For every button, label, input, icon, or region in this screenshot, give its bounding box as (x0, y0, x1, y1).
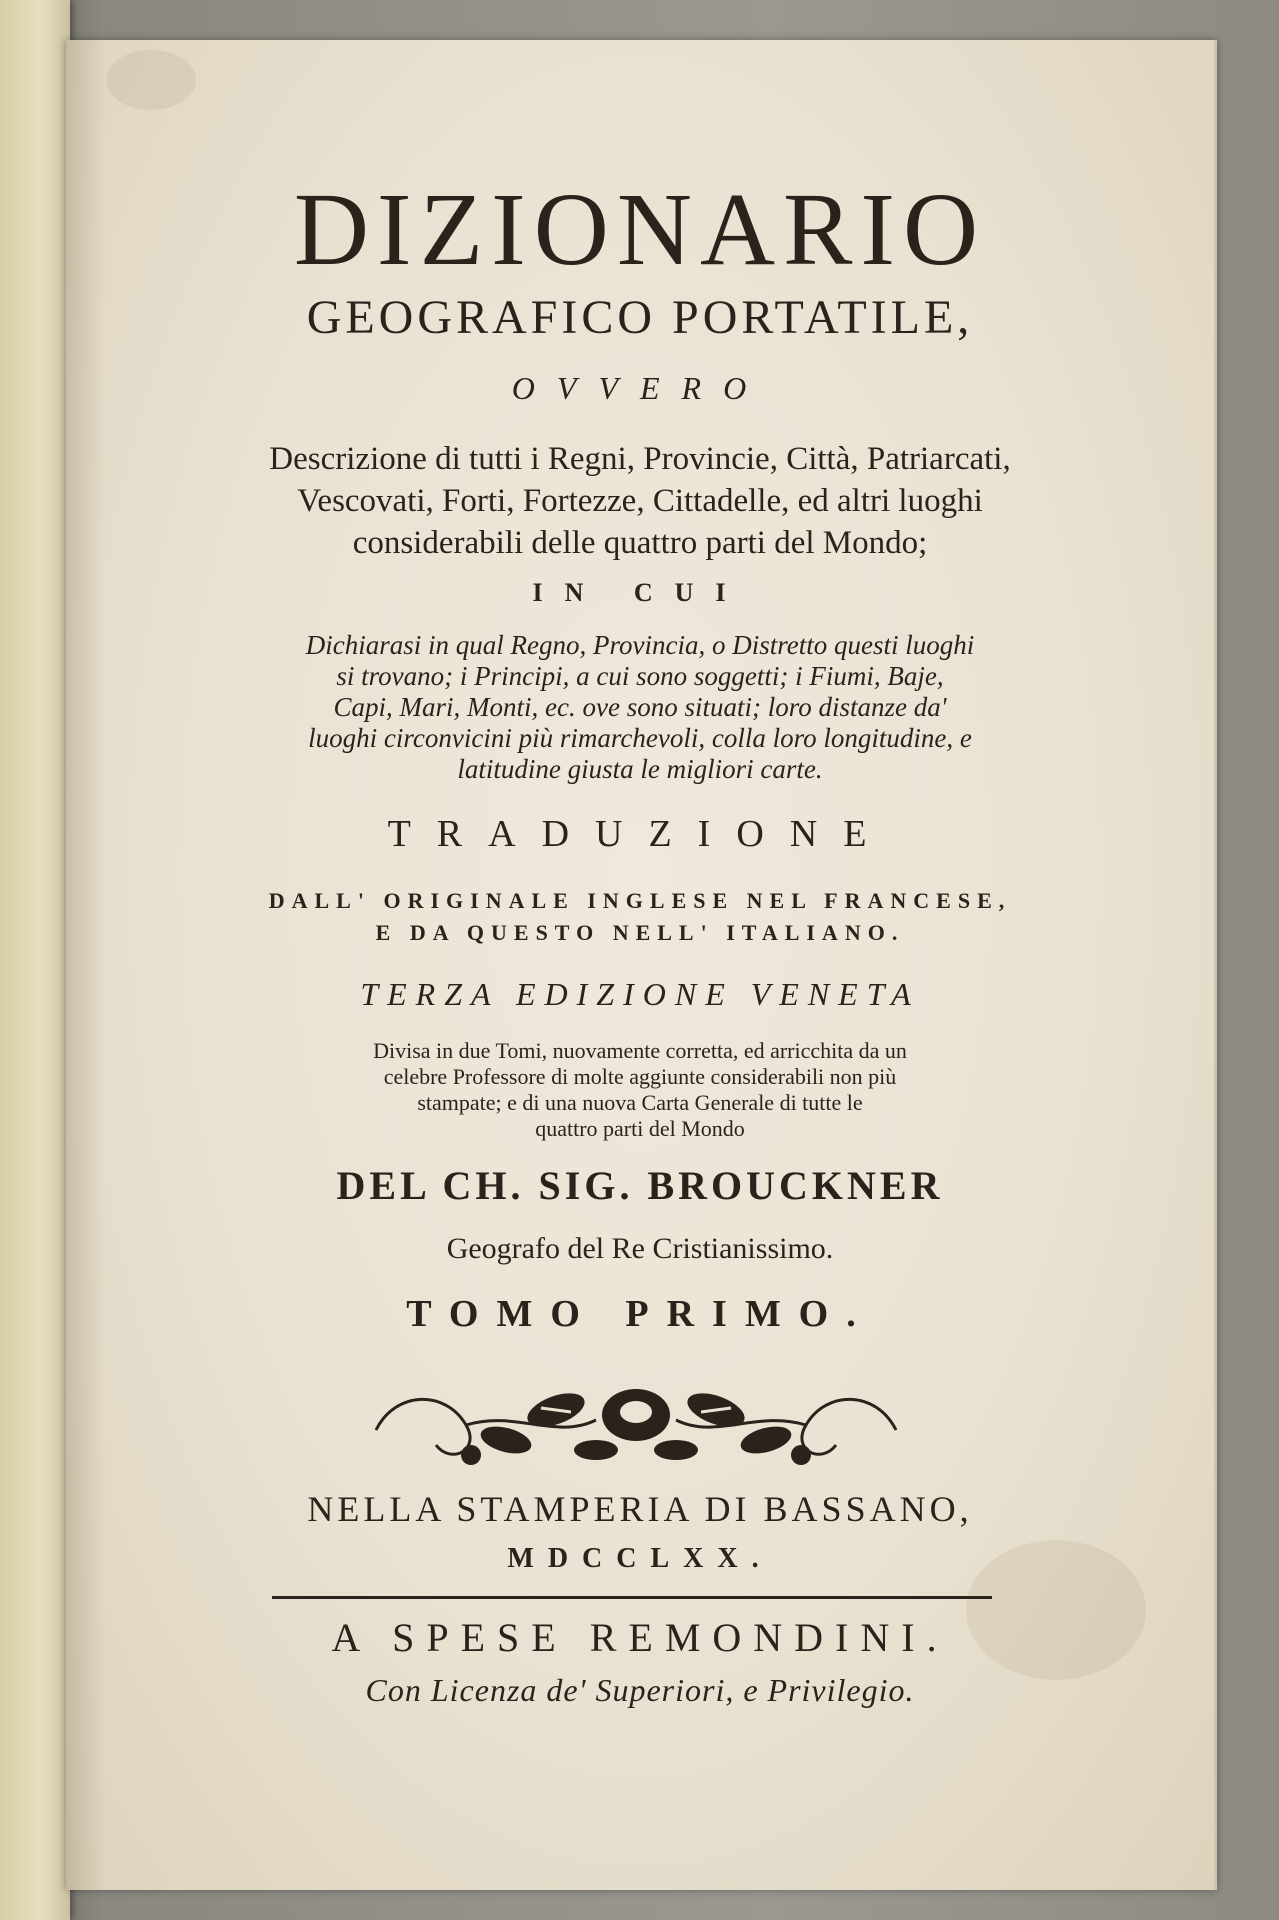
description-line: considerabili delle quattro parti del Mondo; (352, 525, 928, 561)
facing-page-edge (0, 0, 70, 1920)
edition-note-line: celebre Professore di molte aggiunte considerabili non più (383, 1064, 897, 1089)
edition-note-line: stampate; e di una nuova Carta Generale di tutte le (417, 1090, 863, 1115)
title-page (66, 40, 1217, 1890)
translation-note-line: E DA QUESTO NELL' ITALIANO. (375, 920, 905, 945)
author-title: Geografo del Re Cristianissimo. (446, 1232, 834, 1265)
book-subtitle: GEOGRAFICO PORTATILE, (306, 291, 974, 344)
translation-note-line: DALL' ORIGINALE INGLESE NEL FRANCESE, (268, 888, 1012, 913)
floral-ornament-icon (356, 1370, 916, 1480)
publisher-line: A SPESE REMONDINI. (331, 1615, 949, 1660)
publication-year: MDCCLXX. (507, 1543, 773, 1574)
license-line: Con Licenza de' Superiori, e Privilegio. (365, 1672, 915, 1708)
divider-rule (272, 1596, 992, 1599)
details-line: Dichiarasi in qual Regno, Provincia, o Distretto questi luoghi (305, 630, 975, 660)
description-line: Vescovati, Forti, Fortezze, Cittadelle, ed altri luoghi (297, 483, 983, 519)
description-line: Descrizione di tutti i Regni, Provincie, Città, Patriarcati, (269, 441, 1011, 477)
details-line: Capi, Mari, Monti, ec. ove sono situati; loro distanze da' (333, 692, 947, 722)
paper-stain (106, 50, 196, 110)
details-line: si trovano; i Principi, a cui sono soggetti; i Fiumi, Baje, (336, 661, 944, 691)
traduzione-heading: TRADUZIONE (387, 813, 893, 855)
ovvero-line: OVVERO (511, 370, 769, 406)
author-line: DEL CH. SIG. BROUCKNER (336, 1163, 944, 1208)
volume-line: TOMO PRIMO. (406, 1293, 874, 1335)
edition-note-line: quattro parti del Mondo (535, 1116, 745, 1141)
edition-heading: TERZA EDIZIONE VENETA (360, 976, 920, 1012)
edition-note-line: Divisa in due Tomi, nuovamente corretta, ed arricchita da un (373, 1038, 907, 1063)
in-cui-heading: IN CUI (532, 578, 748, 607)
details-line: luoghi circonvicini più rimarchevoli, colla loro longitudine, e (308, 723, 972, 753)
book-title: DIZIONARIO (293, 172, 987, 287)
details-line: latitudine giusta le migliori carte. (457, 754, 823, 784)
printer-line: NELLA STAMPERIA DI BASSANO, (307, 1489, 973, 1529)
